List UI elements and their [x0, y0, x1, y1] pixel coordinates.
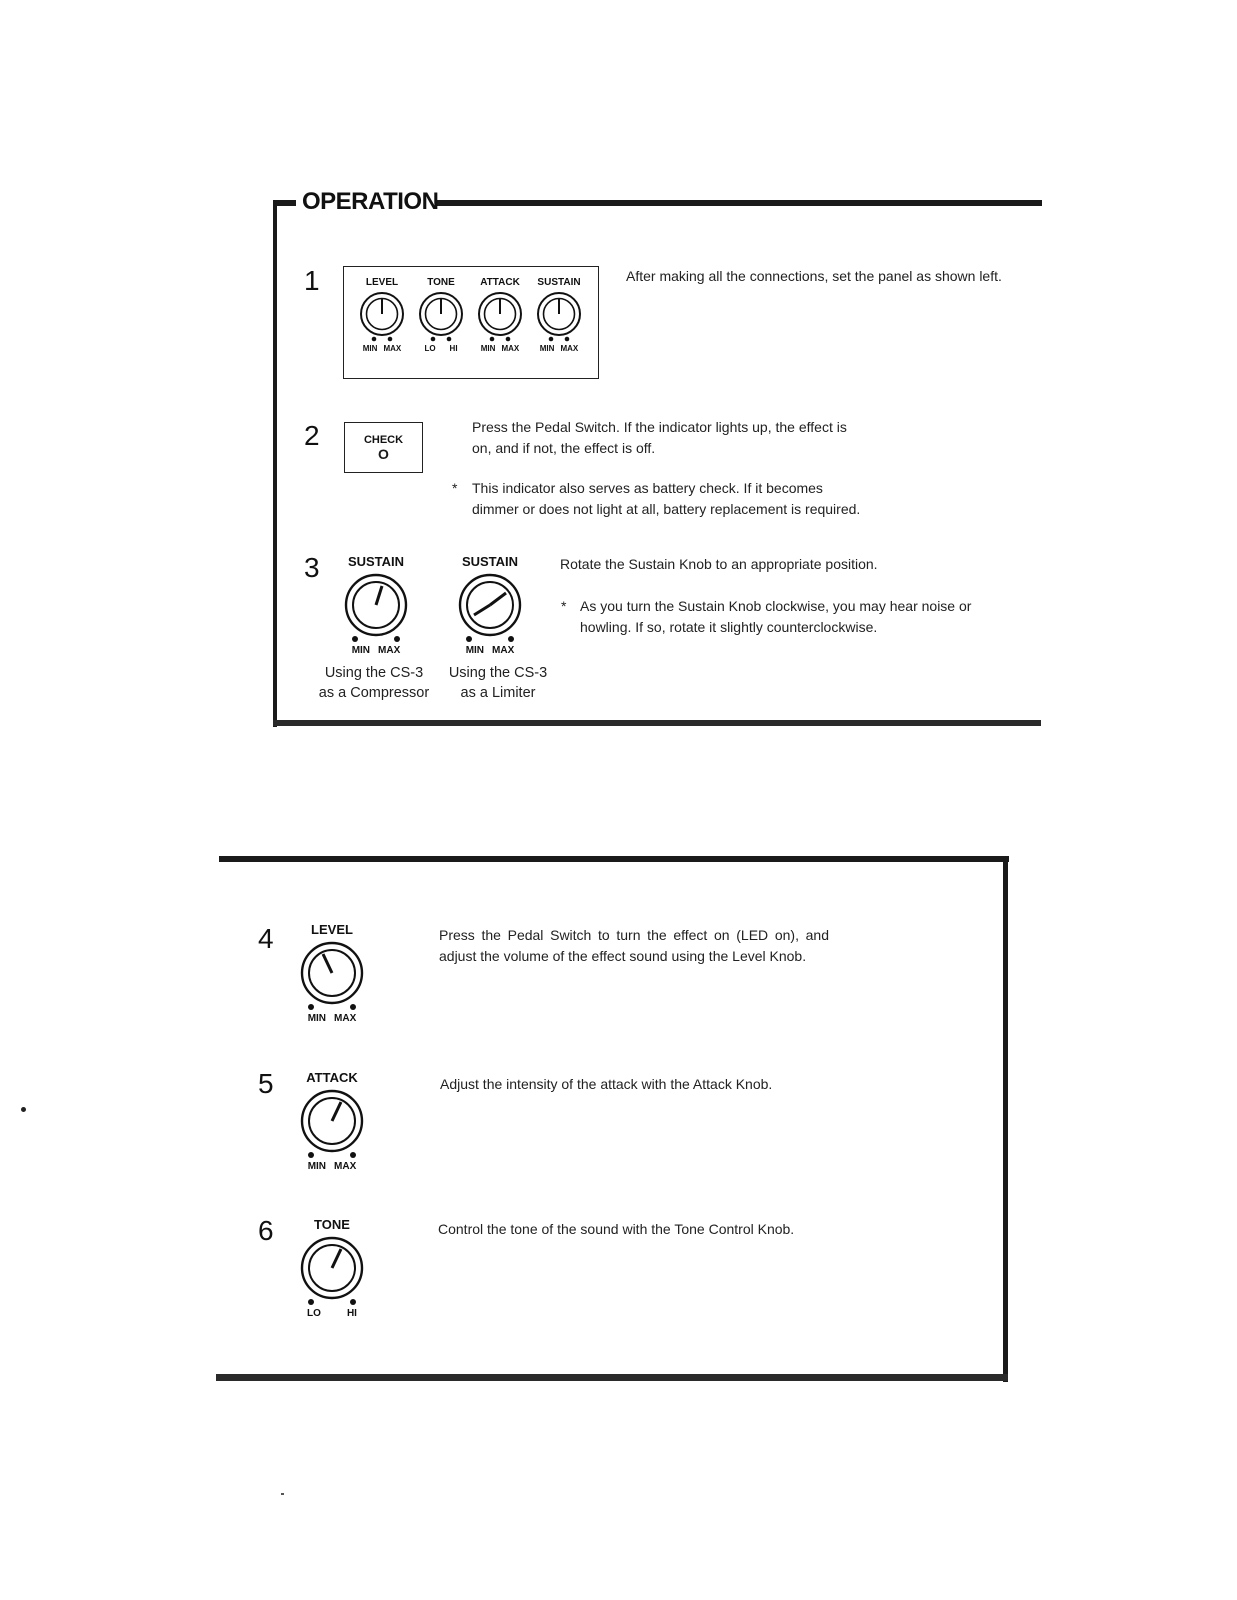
top-frame-top-border: [437, 200, 1042, 206]
sustain-knob-limiter: [450, 554, 530, 656]
panel-knob-sustain: [529, 277, 589, 353]
caption-line: as a Compressor: [318, 685, 430, 701]
step-3-note-star: *: [561, 598, 567, 614]
step-4-text: Press the Pedal Switch to turn the effect on (LED on), and adjust the volume of the effect sound using the Level Knob.: [439, 927, 829, 964]
knob-dial-icon: [292, 941, 372, 1013]
bottom-frame-top-border: [219, 856, 1009, 862]
check-label: CHECK: [363, 434, 404, 446]
panel-knob-label: SUSTAIN: [537, 277, 581, 288]
knob-min: MIN: [465, 645, 485, 656]
step-6-number: 6: [258, 1215, 274, 1246]
knob-max: MAX: [492, 645, 515, 656]
panel-knob-tone: [411, 277, 471, 353]
panel-knob-max: HI: [449, 344, 458, 353]
sustain-knob-compressor: [336, 554, 416, 656]
step-3-note: As you turn the Sustain Knob clockwise, you may hear noise or howling. If so, rotate it slightly counterclockwise.: [580, 598, 972, 635]
control-panel-diagram: [343, 266, 599, 379]
panel-knob-label: TONE: [427, 277, 455, 288]
knob-dial-icon: [450, 573, 530, 645]
check-led-icon: O: [378, 446, 389, 462]
step-5-text: Adjust the intensity of the attack with the Attack Knob.: [440, 1076, 773, 1092]
panel-knob-level: [352, 277, 412, 353]
step-6-text: Control the tone of the sound with the Tone Control Knob.: [438, 1221, 795, 1237]
knob-max: MAX: [334, 1161, 357, 1172]
knob-max: MAX: [334, 1013, 357, 1024]
knob-min: MIN: [307, 1161, 327, 1172]
panel-knob-attack: [470, 277, 530, 353]
knob-label: ATTACK: [306, 1070, 358, 1085]
knob-label: LEVEL: [311, 922, 353, 937]
panel-knob-min: MIN: [362, 344, 378, 353]
panel-knob-max: MAX: [383, 344, 402, 353]
caption-limiter: [432, 663, 564, 703]
attack-knob: [292, 1070, 372, 1172]
bottom-frame-bottom-border: [216, 1374, 1008, 1381]
knob-dial-icon: [470, 292, 530, 344]
knob-dial-icon: [292, 1089, 372, 1161]
caption-line: Using the CS-3: [324, 665, 424, 681]
level-knob: [292, 922, 372, 1024]
knob-min: LO: [307, 1308, 321, 1319]
panel-knob-label: LEVEL: [365, 277, 399, 288]
knob-dial-icon: [292, 1236, 372, 1308]
panel-knob-label: ATTACK: [480, 277, 520, 288]
caption-compressor: [306, 663, 442, 703]
knob-max: MAX: [378, 645, 401, 656]
knob-dial-icon: [336, 573, 416, 645]
step-5-number: 5: [258, 1068, 274, 1099]
step-2-number: 2: [304, 420, 320, 451]
top-frame-left-tick: [274, 200, 296, 206]
step-3-text: Rotate the Sustain Knob to an appropriate position.: [560, 556, 878, 572]
step-4-number: 4: [258, 923, 274, 954]
panel-knob-max: MAX: [501, 344, 520, 353]
check-indicator-box: [344, 422, 423, 473]
knob-dial-icon: [352, 292, 412, 344]
step-2-note: This indicator also serves as battery check. If it becomes dimmer or does not light at all, battery replacement is required.: [472, 480, 861, 517]
section-title: OPERATION: [302, 188, 439, 215]
bottom-frame-right-border: [1003, 856, 1008, 1382]
knob-dial-icon: [411, 292, 471, 344]
knob-label: TONE: [314, 1217, 350, 1232]
knob-label: SUSTAIN: [461, 554, 519, 569]
knob-min: MIN: [307, 1013, 327, 1024]
step-1-text: After making all the connections, set the panel as shown left.: [626, 268, 1002, 284]
step-1-number: 1: [304, 265, 320, 296]
knob-min: MIN: [351, 645, 371, 656]
panel-knob-min: LO: [424, 344, 436, 353]
panel-knob-max: MAX: [560, 344, 579, 353]
scan-speck: [21, 1107, 26, 1112]
step-2-text: Press the Pedal Switch. If the indicator lights up, the effect is on, and if not, the effect is off.: [472, 419, 847, 456]
scan-speck: [281, 1493, 284, 1495]
knob-max: HI: [346, 1308, 357, 1319]
step-3-number: 3: [304, 552, 320, 583]
step-2-note-star: *: [452, 480, 458, 496]
knob-label: SUSTAIN: [347, 554, 405, 569]
knob-dial-icon: [529, 292, 589, 344]
top-frame-left-border: [273, 200, 277, 727]
tone-knob: [292, 1217, 372, 1319]
caption-line: Using the CS-3: [448, 665, 548, 681]
panel-knob-min: MIN: [539, 344, 555, 353]
top-frame-bottom-border: [273, 720, 1041, 726]
caption-line: as a Limiter: [460, 685, 536, 701]
panel-knob-min: MIN: [480, 344, 496, 353]
